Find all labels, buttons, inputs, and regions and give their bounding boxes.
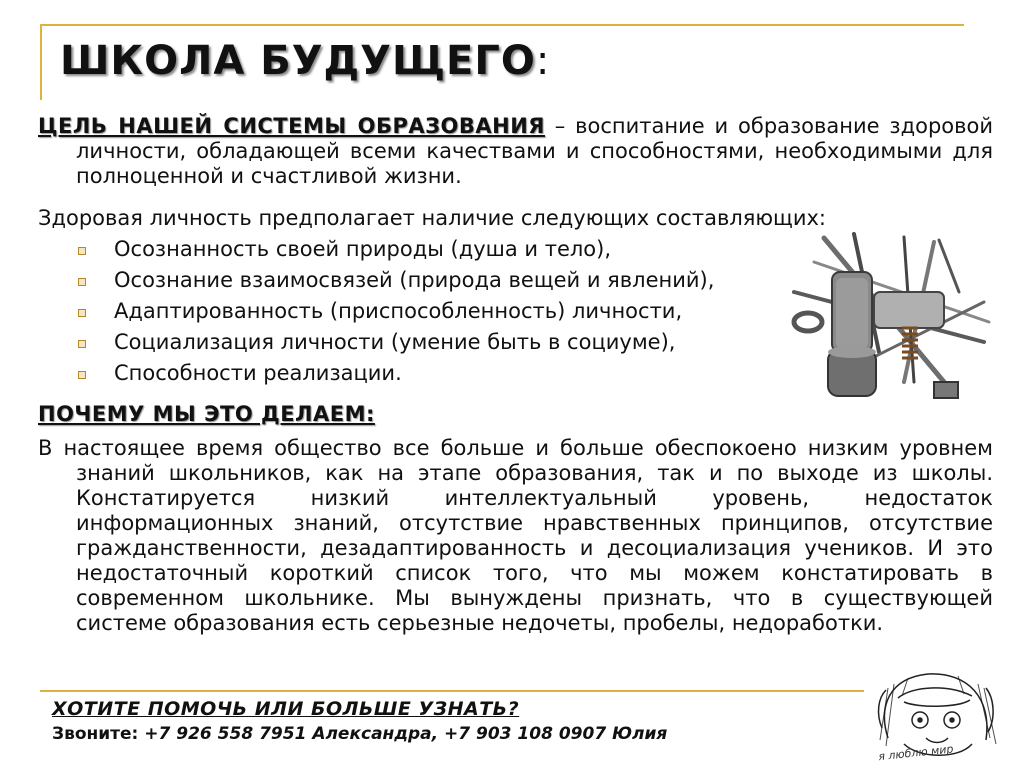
title-text: ШКОЛА БУДУЩЕГО [60, 38, 536, 84]
bullet-icon [78, 340, 86, 348]
list-item [78, 358, 714, 389]
why-text: В настоящее время общество все больше и больше обеспокоено низким уровнем знаний школьников, как на этапе образования, так и по выходе из школы. Констатируется низкий интеллектуальный уровень, недостаток информационных знаний, отсутствие нравственных принципов, отсутствие гражданственности, дезадаптированность и десоциализация учеников. И это недостаточный короткий список того, что мы можем констатировать в современном школьнике. Мы вынуждены признать, что в существующей системе образования есть серьезные недочеты, пробелы, недоработки. [38, 436, 993, 635]
page-title [60, 38, 550, 84]
goal-paragraph [38, 114, 993, 189]
bullet-icon [78, 371, 86, 379]
list-item-text: Способности реализации. [114, 361, 402, 385]
contact-prefix: Звоните: [52, 724, 145, 744]
call-to-action: ХОТИТЕ ПОМОЧЬ ИЛИ БОЛЬШЕ УЗНАТЬ? [52, 698, 520, 720]
bullet-icon [78, 278, 86, 286]
why-heading [38, 402, 375, 426]
why-heading-text: ПОЧЕМУ МЫ ЭТО ДЕЛАЕМ: [38, 402, 375, 426]
components-intro: Здоровая личность предполагает наличие следующих составляющих: [38, 206, 826, 230]
list-item [78, 327, 714, 358]
contact-line [52, 724, 667, 744]
drawing-caption: я люблю мир [877, 742, 955, 764]
list-item-text: Осознанность своей природы (душа и тело), [114, 237, 612, 261]
list-item [78, 265, 714, 296]
top-accent-rule [40, 24, 964, 26]
goal-text: – воспитание и образование здоровой личности, обладающей всеми качествами и способностями, необходимыми для полноценной и счастливой жизни. [76, 114, 993, 188]
list-item-text: Социализация личности (умение быть в социуме), [114, 330, 676, 354]
list-item [78, 234, 714, 265]
bottom-accent-rule [40, 690, 864, 692]
side-accent-rule [40, 24, 42, 100]
metal-sculpture-image [784, 232, 994, 410]
list-item [78, 296, 714, 327]
components-list [78, 234, 714, 389]
contact-details: +7 926 558 7951 Александра, +7 903 108 0907 Юлия [144, 724, 668, 744]
goal-heading: ЦЕЛЬ НАШЕЙ СИСТЕМЫ ОБРАЗОВАНИЯ [38, 114, 545, 138]
list-item-text: Осознание взаимосвязей (природа вещей и явлений), [114, 268, 715, 292]
why-paragraph [38, 436, 993, 636]
list-item-text: Адаптированность (приспособленность) личности, [114, 299, 683, 323]
bullet-icon [78, 247, 86, 255]
bullet-icon [78, 309, 86, 317]
title-colon: : [535, 38, 551, 84]
